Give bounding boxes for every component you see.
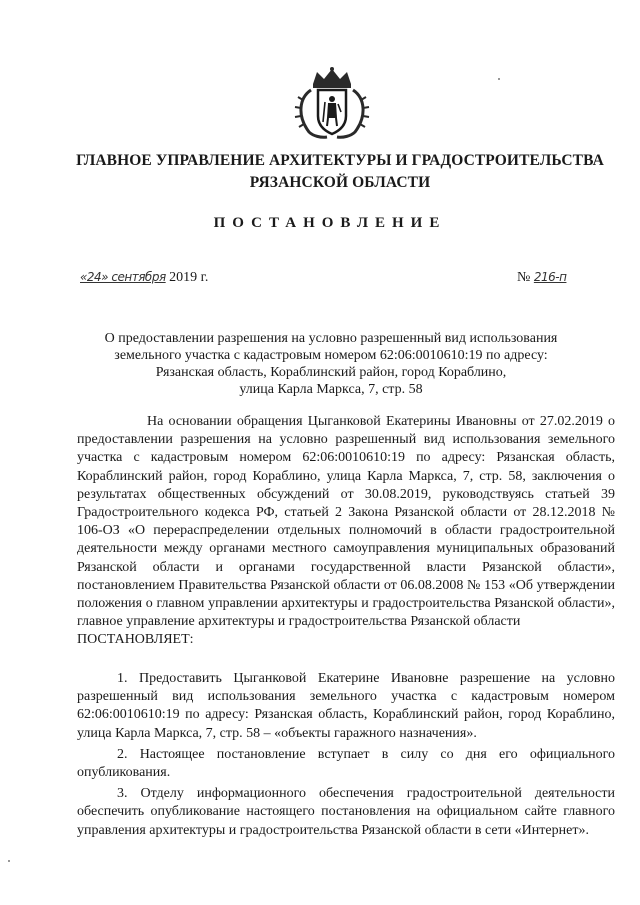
document-type-title: ПОСТАНОВЛЕНИЕ: [213, 215, 447, 231]
subject-line: О предоставлении разрешения на условно разрешенный вид использования: [104, 331, 558, 346]
resolution-items: [77, 670, 615, 843]
organization-title-line-2: РЯЗАНСКОЙ ОБЛАСТИ: [249, 174, 431, 191]
number-prefix: №: [517, 270, 531, 285]
resolution-item: 3. Отделу информационного обеспечения градостроительной деятельности обеспечить опубликование настоящего постановления на официальном сайте главного управления архитектуры и градостроительства Рязанской области в сети «Интернет».: [77, 786, 615, 838]
document-number: [517, 270, 566, 286]
preamble-block: [77, 413, 615, 650]
document-date: [80, 270, 208, 286]
organization-title-line-1: ГЛАВНОЕ УПРАВЛЕНИЕ АРХИТЕКТУРЫ И ГРАДОСТРОИТЕЛЬСТВА: [76, 152, 604, 169]
preamble-paragraph: На основании обращения Цыганковой Екатерины Ивановны от 27.02.2019 о предоставлении разрешения на условно разрешенный вид использования земельного участка с кадастровым номером 62:06:0010610:19 по адресу: Рязанская область, Кораблинский район, город Кораблино, улица Карла Маркса, 7, стр. 58, заключения о результатах общественных обсуждений от 30.08.2019, руководствуясь статьей 39 Градостроительного кодекса РФ, статьей 2 Закона Рязанской области от 28.12.2018 № 106-ОЗ «О перераспределении отдельных полномочий в области градостроительной деятельности между органами местного самоуправления муниципальных образований Рязанской области и органами государственной власти Рязанской области», постановлением Правительства Рязанской области от 06.08.2008 № 153 «Об утверждении положения о главном управлении архитектуры и градостроительства Рязанской области», главное управление архитектуры и градостроительства Рязанской области: [77, 414, 615, 630]
resolves-label: ПОСТАНОВЛЯЕТ:: [77, 632, 194, 648]
subject-line: Рязанская область, Кораблинский район, город Кораблино,: [155, 365, 507, 380]
subject-line: земельного участка с кадастровым номером 62:06:0010610:19 по адресу:: [114, 348, 548, 363]
scan-speck: [498, 78, 500, 80]
handwritten-number: 216-п: [533, 270, 567, 284]
date-year: 2019 г.: [169, 270, 209, 285]
document-subject: [96, 330, 566, 398]
ryazan-coat-of-arms-icon: [291, 66, 373, 142]
handwritten-date: «24» сентября: [80, 270, 166, 284]
scan-speck: [8, 860, 10, 862]
resolution-item: 1. Предоставить Цыганковой Екатерине Ивановне разрешение на условно разрешенный вид использования земельного участка с кадастровым номером 62:06:0010610:19 по адресу: Рязанская область, Кораблинский район, город Кораблино, улица Карла Маркса, 7, стр. 58 – «объекты гаражного назначения».: [77, 671, 615, 741]
resolution-item: 2. Настоящее постановление вступает в силу со дня его официального опубликования.: [77, 746, 615, 781]
subject-line: улица Карла Маркса, 7, стр. 58: [239, 382, 423, 397]
